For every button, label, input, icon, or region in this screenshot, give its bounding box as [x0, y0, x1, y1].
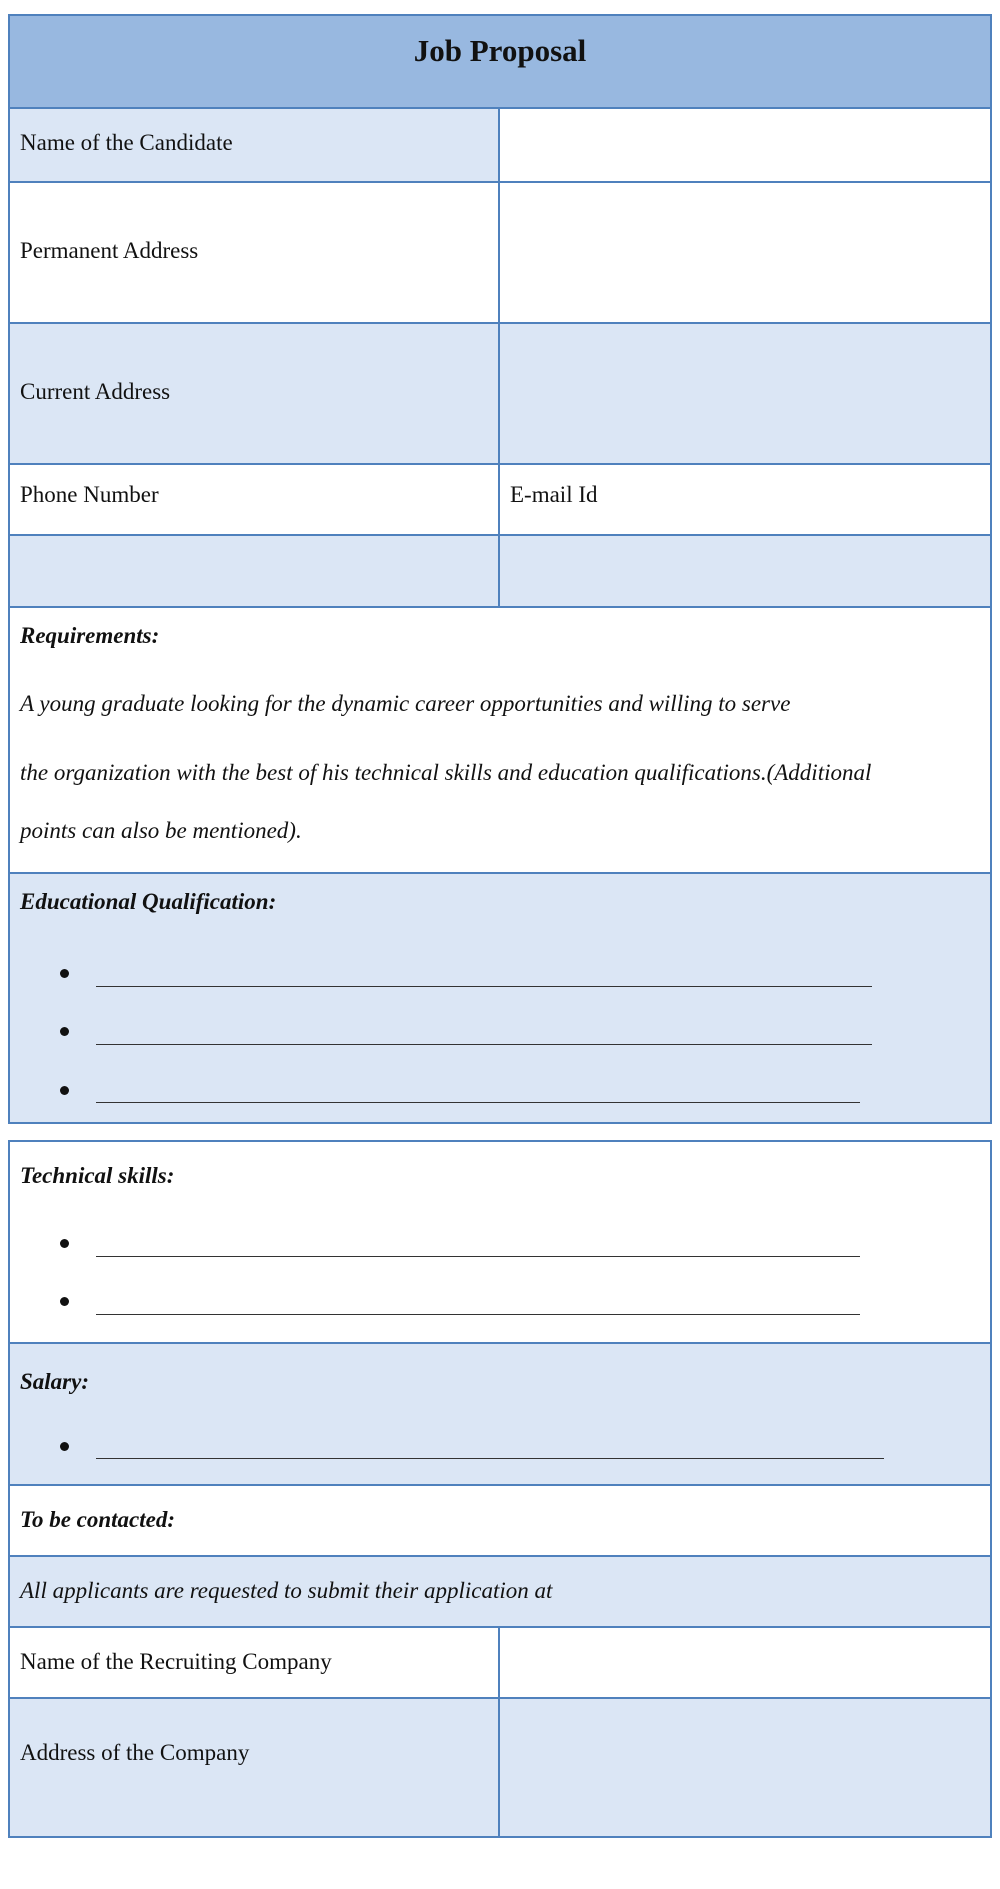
name-field[interactable]: [500, 109, 990, 181]
current-address-row: [10, 322, 990, 463]
salary-line-1[interactable]: [96, 1458, 884, 1459]
skills-bullet: [60, 1297, 69, 1306]
contact-heading-row: [10, 1484, 990, 1555]
email-label-cell: [500, 465, 990, 534]
company-name-label: Name of the Recruiting Company: [20, 1649, 332, 1674]
phone-email-value-row: [10, 534, 990, 606]
education-line-2[interactable]: [96, 1044, 872, 1045]
contact-note: All applicants are requested to submit their application at: [20, 1578, 553, 1603]
skills-heading: Technical skills:: [20, 1163, 175, 1188]
company-address-row: [10, 1697, 990, 1836]
requirements-section: [10, 606, 990, 872]
phone-label: Phone Number: [20, 482, 159, 507]
company-address-field[interactable]: [500, 1699, 990, 1836]
permanent-address-row: [10, 181, 990, 322]
requirements-text-line2: the organization with the best of his technical skills and education qualifications.(Additional: [20, 760, 872, 785]
company-name-label-cell: [10, 1628, 500, 1697]
skills-line-1[interactable]: [96, 1256, 860, 1257]
contact-heading: To be contacted:: [20, 1507, 176, 1532]
title-row: [10, 16, 990, 107]
education-bullet: [60, 969, 69, 978]
education-heading: Educational Qualification:: [20, 889, 277, 914]
education-bullet: [60, 1086, 69, 1095]
skills-section: [10, 1142, 990, 1342]
requirements-text-line1: A young graduate looking for the dynamic career opportunities and willing to serve: [20, 691, 791, 716]
name-row: [10, 107, 990, 181]
permanent-address-label: Permanent Address: [20, 238, 199, 263]
contact-note-row: [10, 1555, 990, 1626]
requirements-text-line3: points can also be mentioned).: [20, 818, 302, 843]
current-address-label-cell: [10, 324, 500, 463]
company-name-field[interactable]: [500, 1628, 990, 1697]
permanent-address-field[interactable]: [500, 183, 990, 322]
details-table: [8, 1140, 992, 1838]
permanent-address-label-cell: [10, 183, 500, 322]
skills-bullet: [60, 1239, 69, 1248]
current-address-label: Current Address: [20, 379, 171, 404]
candidate-table: [8, 14, 992, 1124]
education-line-3[interactable]: [96, 1102, 860, 1103]
company-name-row: [10, 1626, 990, 1697]
name-label-cell: [10, 109, 500, 181]
phone-field[interactable]: [10, 536, 500, 606]
company-address-label: Address of the Company: [20, 1740, 250, 1765]
requirements-heading: Requirements:: [20, 623, 160, 648]
email-field[interactable]: [500, 536, 990, 606]
skills-line-2[interactable]: [96, 1314, 860, 1315]
phone-label-cell: [10, 465, 500, 534]
company-address-label-cell: [10, 1699, 500, 1836]
phone-email-label-row: [10, 463, 990, 534]
education-line-1[interactable]: [96, 986, 872, 987]
email-label: E-mail Id: [510, 482, 598, 507]
current-address-field[interactable]: [500, 324, 990, 463]
salary-section: [10, 1342, 990, 1484]
page-title: Job Proposal: [413, 33, 587, 68]
education-section: [10, 872, 990, 1122]
education-bullet: [60, 1027, 69, 1036]
salary-bullet: [60, 1442, 69, 1451]
name-label: Name of the Candidate: [20, 130, 233, 155]
salary-heading: Salary:: [20, 1369, 89, 1394]
